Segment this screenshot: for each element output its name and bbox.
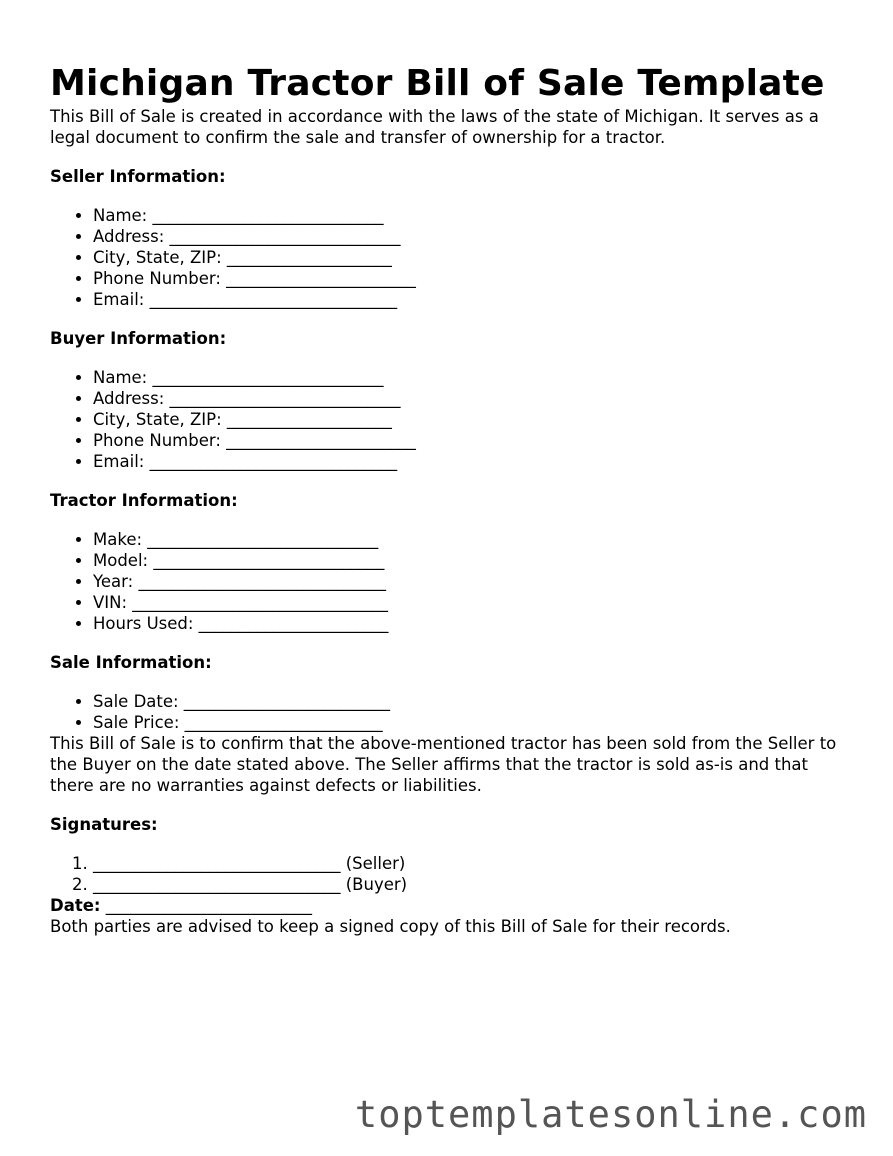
signatures-heading: Signatures: [50, 815, 158, 834]
buyer-phone-field: • Phone Number: _______________________ [93, 430, 850, 451]
intro-paragraph: This Bill of Sale is created in accordance with the laws of the state of Michigan. It serves as a legal document to confirm the sale and transfer of ownership for a tractor. [50, 107, 819, 147]
signatures-list [50, 853, 850, 895]
tractor-make-field: • Make: ____________________________ [93, 529, 850, 550]
tractor-model-field: • Model: ____________________________ [93, 550, 850, 571]
buyer-city-field: • City, State, ZIP: ____________________ [93, 409, 850, 430]
buyer-email-field: • Email: ______________________________ [93, 451, 850, 472]
seller-signature-line: 1. ______________________________ (Seller) [93, 853, 850, 874]
document-page [50, 62, 850, 937]
sale-date-field: • Sale Date: _________________________ [93, 691, 850, 712]
closing-paragraph: Both parties are advised to keep a signed copy of this Bill of Sale for their records. [50, 917, 731, 936]
sale-price-field: • Sale Price: ________________________ [93, 712, 850, 733]
sale-heading: Sale Information: [50, 653, 212, 672]
date-label: Date: [50, 896, 101, 915]
tractor-heading: Tractor Information: [50, 491, 238, 510]
seller-list [50, 205, 850, 310]
confirmation-paragraph: This Bill of Sale is to confirm that the above-mentioned tractor has been sold from the Seller to the Buyer on the date stated above. The Seller affirms that the tractor is sold as-is and that there are no warranties against defects or liabilities. [50, 734, 837, 795]
tractor-hours-field: • Hours Used: _______________________ [93, 613, 850, 634]
seller-heading: Seller Information: [50, 167, 226, 186]
buyer-list [50, 367, 850, 472]
seller-phone-field: • Phone Number: _______________________ [93, 268, 850, 289]
tractor-vin-field: • VIN: _______________________________ [93, 592, 850, 613]
date-line: _________________________ [105, 896, 313, 915]
document-title: Michigan Tractor Bill of Sale Template [50, 63, 825, 104]
site-watermark: toptemplatesonline.com [354, 1093, 867, 1136]
buyer-address-field: • Address: ____________________________ [93, 388, 850, 409]
seller-email-field: • Email: ______________________________ [93, 289, 850, 310]
buyer-signature-line: 2. ______________________________ (Buyer) [93, 874, 850, 895]
seller-name-field: • Name: ____________________________ [93, 205, 850, 226]
buyer-heading: Buyer Information: [50, 329, 227, 348]
date-row [50, 895, 850, 916]
seller-city-field: • City, State, ZIP: ____________________ [93, 247, 850, 268]
tractor-list [50, 529, 850, 634]
sale-list [50, 691, 850, 733]
seller-address-field: • Address: ____________________________ [93, 226, 850, 247]
buyer-name-field: • Name: ____________________________ [93, 367, 850, 388]
tractor-year-field: • Year: ______________________________ [93, 571, 850, 592]
